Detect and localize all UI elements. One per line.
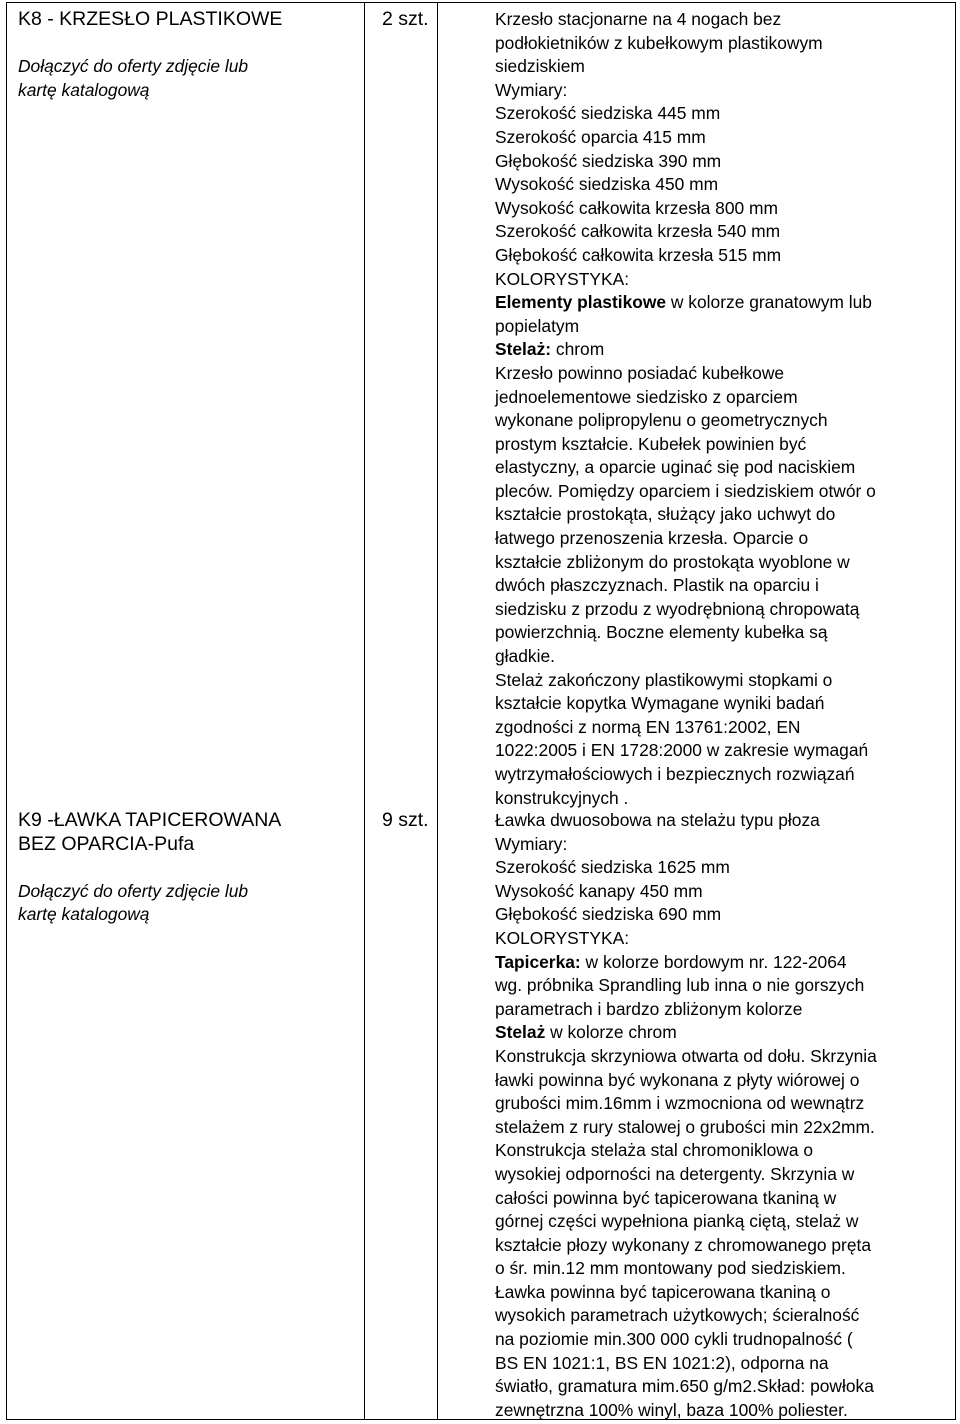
desc-line: pleców. Pomiędzy oparciem i siedziskiem otwór o: [495, 480, 876, 501]
description-cell-k8: [495, 8, 953, 810]
desc-line: siedziskiem: [495, 56, 585, 77]
desc-line: Szerokość siedziska 1625 mm: [495, 857, 730, 878]
quantity-cell-k9: [382, 809, 492, 833]
desc-line: światło, gramatura mim.650 g/m2.Skład: powłoka: [495, 1376, 874, 1397]
colors-line: [495, 291, 953, 315]
desc-line: ławki powinna być wykonana z płyty wiórowej o: [495, 1069, 860, 1090]
desc-line: elastyczny, a oparcie uginać się pod naciskiem: [495, 457, 856, 478]
quantity: 2 szt.: [382, 8, 429, 30]
quantity: 9 szt.: [382, 809, 429, 831]
desc-line: Konstrukcja stelaża stal chromoniklowa o: [495, 1140, 814, 1161]
item-name-cell-k8: [18, 8, 353, 102]
desc-line: Ławka powinna być tapicerowana tkaniną o: [495, 1281, 831, 1302]
desc-line: siedzisku z przodu z wyodrębnioną chropowatą: [495, 598, 860, 619]
item-name-cell-k9: [18, 809, 353, 927]
desc-line: kształcie prostokąta, służący jako uchwyt do: [495, 504, 836, 525]
desc-line: Wysokość całkowita krzesła 800 mm: [495, 197, 779, 218]
desc-line: parametrach i bardzo zbliżonym kolorze: [495, 998, 803, 1019]
desc-line: BS EN 1021:1, BS EN 1021:2), odporna na: [495, 1352, 829, 1373]
desc-line: Szerokość oparcia 415 mm: [495, 126, 706, 147]
frame-label: Stelaż: [495, 1022, 546, 1043]
item-title: K9 -ŁAWKA TAPICEROWANA: [18, 809, 282, 831]
desc-line: dwóch płaszczyznach. Plastik na oparciu i: [495, 575, 819, 596]
item-title: K8 - KRZESŁO PLASTIKOWE: [18, 8, 283, 30]
frame-value: chrom: [551, 339, 605, 360]
upholstery-label: Tapicerka:: [495, 951, 581, 972]
desc-line: wg. próbnika Sprandling lub inna o nie gorszych: [495, 975, 865, 996]
desc-line: Głębokość siedziska 390 mm: [495, 150, 722, 171]
frame-label: Stelaż:: [495, 339, 552, 360]
desc-line: Głębokość siedziska 690 mm: [495, 904, 722, 925]
desc-line: łatwego przenoszenia krzesła. Oparcie o: [495, 528, 809, 549]
attach-note: kartę katalogową: [18, 904, 150, 925]
desc-line: wytrzymałościowych i bezpiecznych rozwiązań: [495, 764, 855, 784]
column-divider: [437, 3, 438, 1419]
attach-note: kartę katalogową: [18, 79, 150, 100]
desc-line: Wysokość siedziska 450 mm: [495, 174, 719, 195]
desc-line: Krzesło stacjonarne na 4 nogach bez: [495, 9, 782, 29]
desc-line: kształcie kopytka Wymagane wyniki badań: [495, 693, 825, 714]
desc-line: całości powinna być tapicerowana tkaniną w: [495, 1187, 837, 1208]
desc-line: wysokiej odporności na detergenty. Skrzynia w: [495, 1163, 855, 1184]
quantity-cell-k8: [382, 8, 492, 32]
desc-line: Wymiary:: [495, 79, 568, 100]
desc-line: wykonane polipropylenu o geometrycznych: [495, 410, 828, 431]
desc-line: wysokich parametrach użytkowych; ścieralność: [495, 1305, 860, 1326]
column-divider: [364, 3, 365, 1419]
spec-table: [6, 2, 956, 1420]
upholstery-line: [495, 951, 953, 975]
desc-line: Konstrukcja skrzyniowa otwarta od dołu. Skrzynia: [495, 1045, 877, 1066]
desc-line: na poziomie min.300 000 cykli trudnopalność (: [495, 1329, 853, 1350]
desc-line: Głębokość całkowita krzesła 515 mm: [495, 244, 782, 265]
colors-label: Elementy plastikowe: [495, 292, 667, 313]
desc-line: gładkie.: [495, 646, 555, 667]
frame-line: [495, 338, 953, 362]
attach-note: Dołączyć do oferty zdjęcie lub: [18, 880, 249, 901]
frame-value: w kolorze chrom: [545, 1022, 677, 1043]
item-title: BEZ OPARCIA-Pufa: [18, 832, 195, 855]
desc-line: grubości mim.16mm i wzmocniona od wewnątrz: [495, 1093, 865, 1114]
desc-line: Krzesło powinno posiadać kubełkowe: [495, 362, 785, 383]
desc-line: KOLORYSTYKA:: [495, 268, 630, 289]
desc-line: stelażem z rury stalowej o grubości min 22x2mm.: [495, 1116, 875, 1137]
desc-line: powierzchnią. Boczne elementy kubełka są: [495, 622, 828, 643]
description-cell-k9: [495, 809, 953, 1422]
frame-line: [495, 1021, 953, 1045]
desc-line: zgodności z normą EN 13761:2002, EN: [495, 716, 801, 737]
desc-line: konstrukcyjnych .: [495, 787, 629, 808]
desc-line: Szerokość siedziska 445 mm: [495, 103, 721, 124]
desc-line: Ławka dwuosobowa na stelażu typu płoza: [495, 810, 820, 830]
desc-line: zewnętrzna 100% winyl, baza 100% poliester.: [495, 1399, 848, 1420]
desc-line: Stelaż zakończony plastikowymi stopkami o: [495, 669, 833, 690]
desc-line: Wymiary:: [495, 833, 568, 854]
desc-line: kształcie zbliżonym do prostokąta wyoblone w: [495, 551, 850, 572]
desc-line: KOLORYSTYKA:: [495, 927, 630, 948]
desc-line: o śr. min.12 mm montowany pod siedziskiem.: [495, 1258, 846, 1279]
desc-line: podłokietników z kubełkowym plastikowym: [495, 32, 823, 53]
desc-line: popielatym: [495, 315, 580, 336]
attach-note: Dołączyć do oferty zdjęcie lub: [18, 56, 249, 77]
colors-value: w kolorze granatowym lub: [666, 292, 872, 313]
desc-line: 1022:2005 i EN 1728:2000 w zakresie wymagań: [495, 740, 869, 761]
desc-line: górnej części wypełniona pianką ciętą, stelaż w: [495, 1211, 859, 1232]
desc-line: kształcie płozy wykonany z chromowanego pręta: [495, 1234, 872, 1255]
desc-line: Wysokość kanapy 450 mm: [495, 880, 703, 901]
desc-line: prostym kształcie. Kubełek powinien być: [495, 433, 807, 454]
desc-line: Szerokość całkowita krzesła 540 mm: [495, 221, 781, 242]
upholstery-value: w kolorze bordowym nr. 122-2064: [580, 951, 847, 972]
desc-line: jednoelementowe siedzisko z oparciem: [495, 386, 798, 407]
